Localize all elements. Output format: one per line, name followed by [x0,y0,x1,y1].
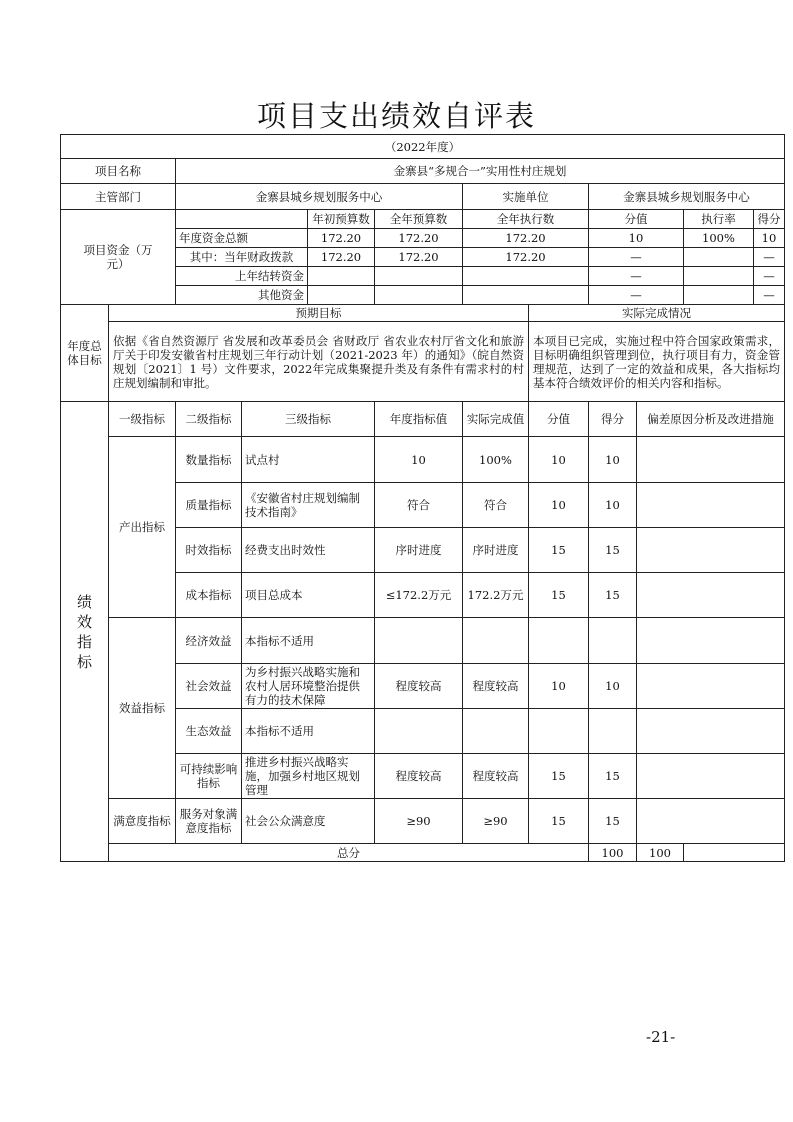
indicator-l3: 为乡村振兴战略实施和农村人居环境整治提供有力的技术保障 [242,664,375,709]
indicator-score: 10 [589,483,637,528]
performance-evaluation-table [60,134,785,862]
expected-goal-header: 预期目标 [109,305,529,322]
indicator-score: 15 [589,573,637,618]
indicator-l2: 可持续影响指标 [176,754,242,799]
header-target: 年度指标值 [375,402,463,437]
funds-row-initial [308,286,375,305]
indicator-l2: 时效指标 [176,528,242,573]
indicator-target: ≥90 [375,799,463,844]
header-actual: 实际完成值 [463,402,529,437]
indicator-weight: 15 [529,799,589,844]
total-notes [684,844,785,862]
indicator-l2: 经济效益 [176,618,242,664]
indicator-target: 10 [375,437,463,483]
funds-row-annual: 172.20 [375,229,463,248]
indicator-weight: 15 [529,754,589,799]
funds-row-executed [463,286,589,305]
indicator-target: 程度较高 [375,664,463,709]
indicator-notes [637,483,785,528]
dept-label: 主管部门 [61,184,176,210]
indicator-score: 15 [589,754,637,799]
funds-row-annual [375,267,463,286]
funds-row-executed: 172.20 [463,248,589,267]
funds-header-initial: 年初预算数 [308,210,375,229]
indicator-notes [637,528,785,573]
indicator-score: 15 [589,799,637,844]
funds-row-weight: 10 [589,229,684,248]
benefit-indicator-label: 效益指标 [109,618,176,799]
indicator-row [61,618,785,664]
funds-row-rate [684,286,754,305]
indicator-score: 10 [589,437,637,483]
funds-row-weight: — [589,267,684,286]
indicator-l3: 经费支出时效性 [242,528,375,573]
performance-indicators-label-text: 绩效指标 [76,592,92,671]
performance-indicators-label [61,402,109,862]
indicator-weight: 10 [529,483,589,528]
impl-unit-label: 实施单位 [463,184,589,210]
funds-row-score: — [754,286,785,305]
funds-row-executed [463,267,589,286]
indicator-l3: 试点村 [242,437,375,483]
indicator-actual: 172.2万元 [463,573,529,618]
header-level1: 一级指标 [109,402,176,437]
total-weight: 100 [589,844,637,862]
funds-header-executed: 全年执行数 [463,210,589,229]
impl-unit-value: 金寨县城乡规划服务中心 [589,184,785,210]
indicator-row [61,799,785,844]
header-notes: 偏差原因分析及改进措施 [637,402,785,437]
indicator-l3: 本指标不适用 [242,618,375,664]
satisfaction-indicator-label: 满意度指标 [109,799,176,844]
indicator-actual: 符合 [463,483,529,528]
indicator-l3: 本指标不适用 [242,709,375,754]
indicator-actual [463,709,529,754]
funds-row-rate [684,267,754,286]
indicator-l3: 《安徽省村庄规划编制技术指南》 [242,483,375,528]
funds-row-name: 上年结转资金 [176,267,308,286]
indicator-target: 程度较高 [375,754,463,799]
indicator-l2: 生态效益 [176,709,242,754]
funds-header-weight: 分值 [589,210,684,229]
indicator-target: ≤172.2万元 [375,573,463,618]
indicator-weight [529,618,589,664]
indicator-actual [463,618,529,664]
annual-goals-label-text: 年度总体目标 [67,339,102,367]
funds-row-executed: 172.20 [463,229,589,248]
indicator-target [375,709,463,754]
indicator-row [61,437,785,483]
indicator-weight: 10 [529,437,589,483]
funds-row-weight: — [589,286,684,305]
annual-goals-label [61,305,109,402]
funds-row-name: 年度资金总额 [176,229,308,248]
indicator-weight: 15 [529,528,589,573]
funds-row-initial: 172.20 [308,248,375,267]
indicator-notes [637,437,785,483]
indicator-target: 符合 [375,483,463,528]
funds-row-rate [684,248,754,267]
funds-label-text: 项目资金（万元） [83,243,153,271]
indicator-l2: 数量指标 [176,437,242,483]
funds-label [61,210,176,305]
output-indicator-label: 产出指标 [109,437,176,618]
indicator-l3: 项目总成本 [242,573,375,618]
funds-header-blank [176,210,308,229]
indicator-score: 15 [589,528,637,573]
funds-row-rate: 100% [684,229,754,248]
funds-row-name: 其中：当年财政拨款 [176,248,308,267]
indicator-l2: 质量指标 [176,483,242,528]
header-level3: 三级指标 [242,402,375,437]
indicator-target [375,618,463,664]
dept-value: 金寨县城乡规划服务中心 [176,184,463,210]
indicator-notes [637,618,785,664]
indicator-weight: 10 [529,664,589,709]
header-level2: 二级指标 [176,402,242,437]
total-score: 100 [637,844,684,862]
indicator-actual: 程度较高 [463,664,529,709]
funds-row-weight: — [589,248,684,267]
indicator-score [589,709,637,754]
funds-header-score: 得分 [754,210,785,229]
funds-row-annual [375,286,463,305]
page-title: 项目支出绩效自评表 [256,99,536,133]
actual-completion-text: 本项目已完成，实施过程中符合国家政策需求，目标明确组织管理到位，执行项目有力，资金管理规范，达到了一定的效益和成果，各大指标均基本符合绩效评价的相关内容和指标。 [529,322,785,402]
funds-row-annual: 172.20 [375,248,463,267]
header-score: 得分 [589,402,637,437]
indicator-weight [529,709,589,754]
funds-row-score: 10 [754,229,785,248]
indicator-notes [637,573,785,618]
page-number: -21- [646,1028,676,1046]
funds-row-initial [308,267,375,286]
project-name-value: 金寨县“多规合一”实用性村庄规划 [176,159,785,184]
expected-goal-text: 依据《省自然资源厅 省发展和改革委员会 省财政厅 省农业农村厅省文化和旅游厅关于印发安徽省村庄规划三年行动计划（2021-2023 年）的通知》（皖自然资规划〔2021〕1 号）文件要求，2022年完成集聚提升类及有条件有需求村的村庄规划编制和审批。 [109,322,529,402]
indicator-l3: 社会公众满意度 [242,799,375,844]
total-label: 总分 [109,844,589,862]
funds-header-rate: 执行率 [684,210,754,229]
indicator-score [589,618,637,664]
funds-row-score: — [754,267,785,286]
header-weight: 分值 [529,402,589,437]
indicator-l2: 成本指标 [176,573,242,618]
indicator-l2: 社会效益 [176,664,242,709]
indicator-actual: 程度较高 [463,754,529,799]
indicator-notes [637,799,785,844]
indicator-l3: 推进乡村振兴战略实施，加强乡村地区规划管理 [242,754,375,799]
year-label: （2022年度） [61,135,785,159]
actual-completion-header: 实际完成情况 [529,305,785,322]
indicator-actual: 序时进度 [463,528,529,573]
indicator-notes [637,754,785,799]
indicator-actual: ≥90 [463,799,529,844]
indicator-actual: 100% [463,437,529,483]
funds-row-name: 其他资金 [176,286,308,305]
project-name-label: 项目名称 [61,159,176,184]
indicator-notes [637,664,785,709]
indicator-score: 10 [589,664,637,709]
indicator-notes [637,709,785,754]
funds-header-annual: 全年预算数 [375,210,463,229]
indicator-l2: 服务对象满意度指标 [176,799,242,844]
funds-row-initial: 172.20 [308,229,375,248]
indicator-weight: 15 [529,573,589,618]
indicator-target: 序时进度 [375,528,463,573]
funds-row-score: — [754,248,785,267]
